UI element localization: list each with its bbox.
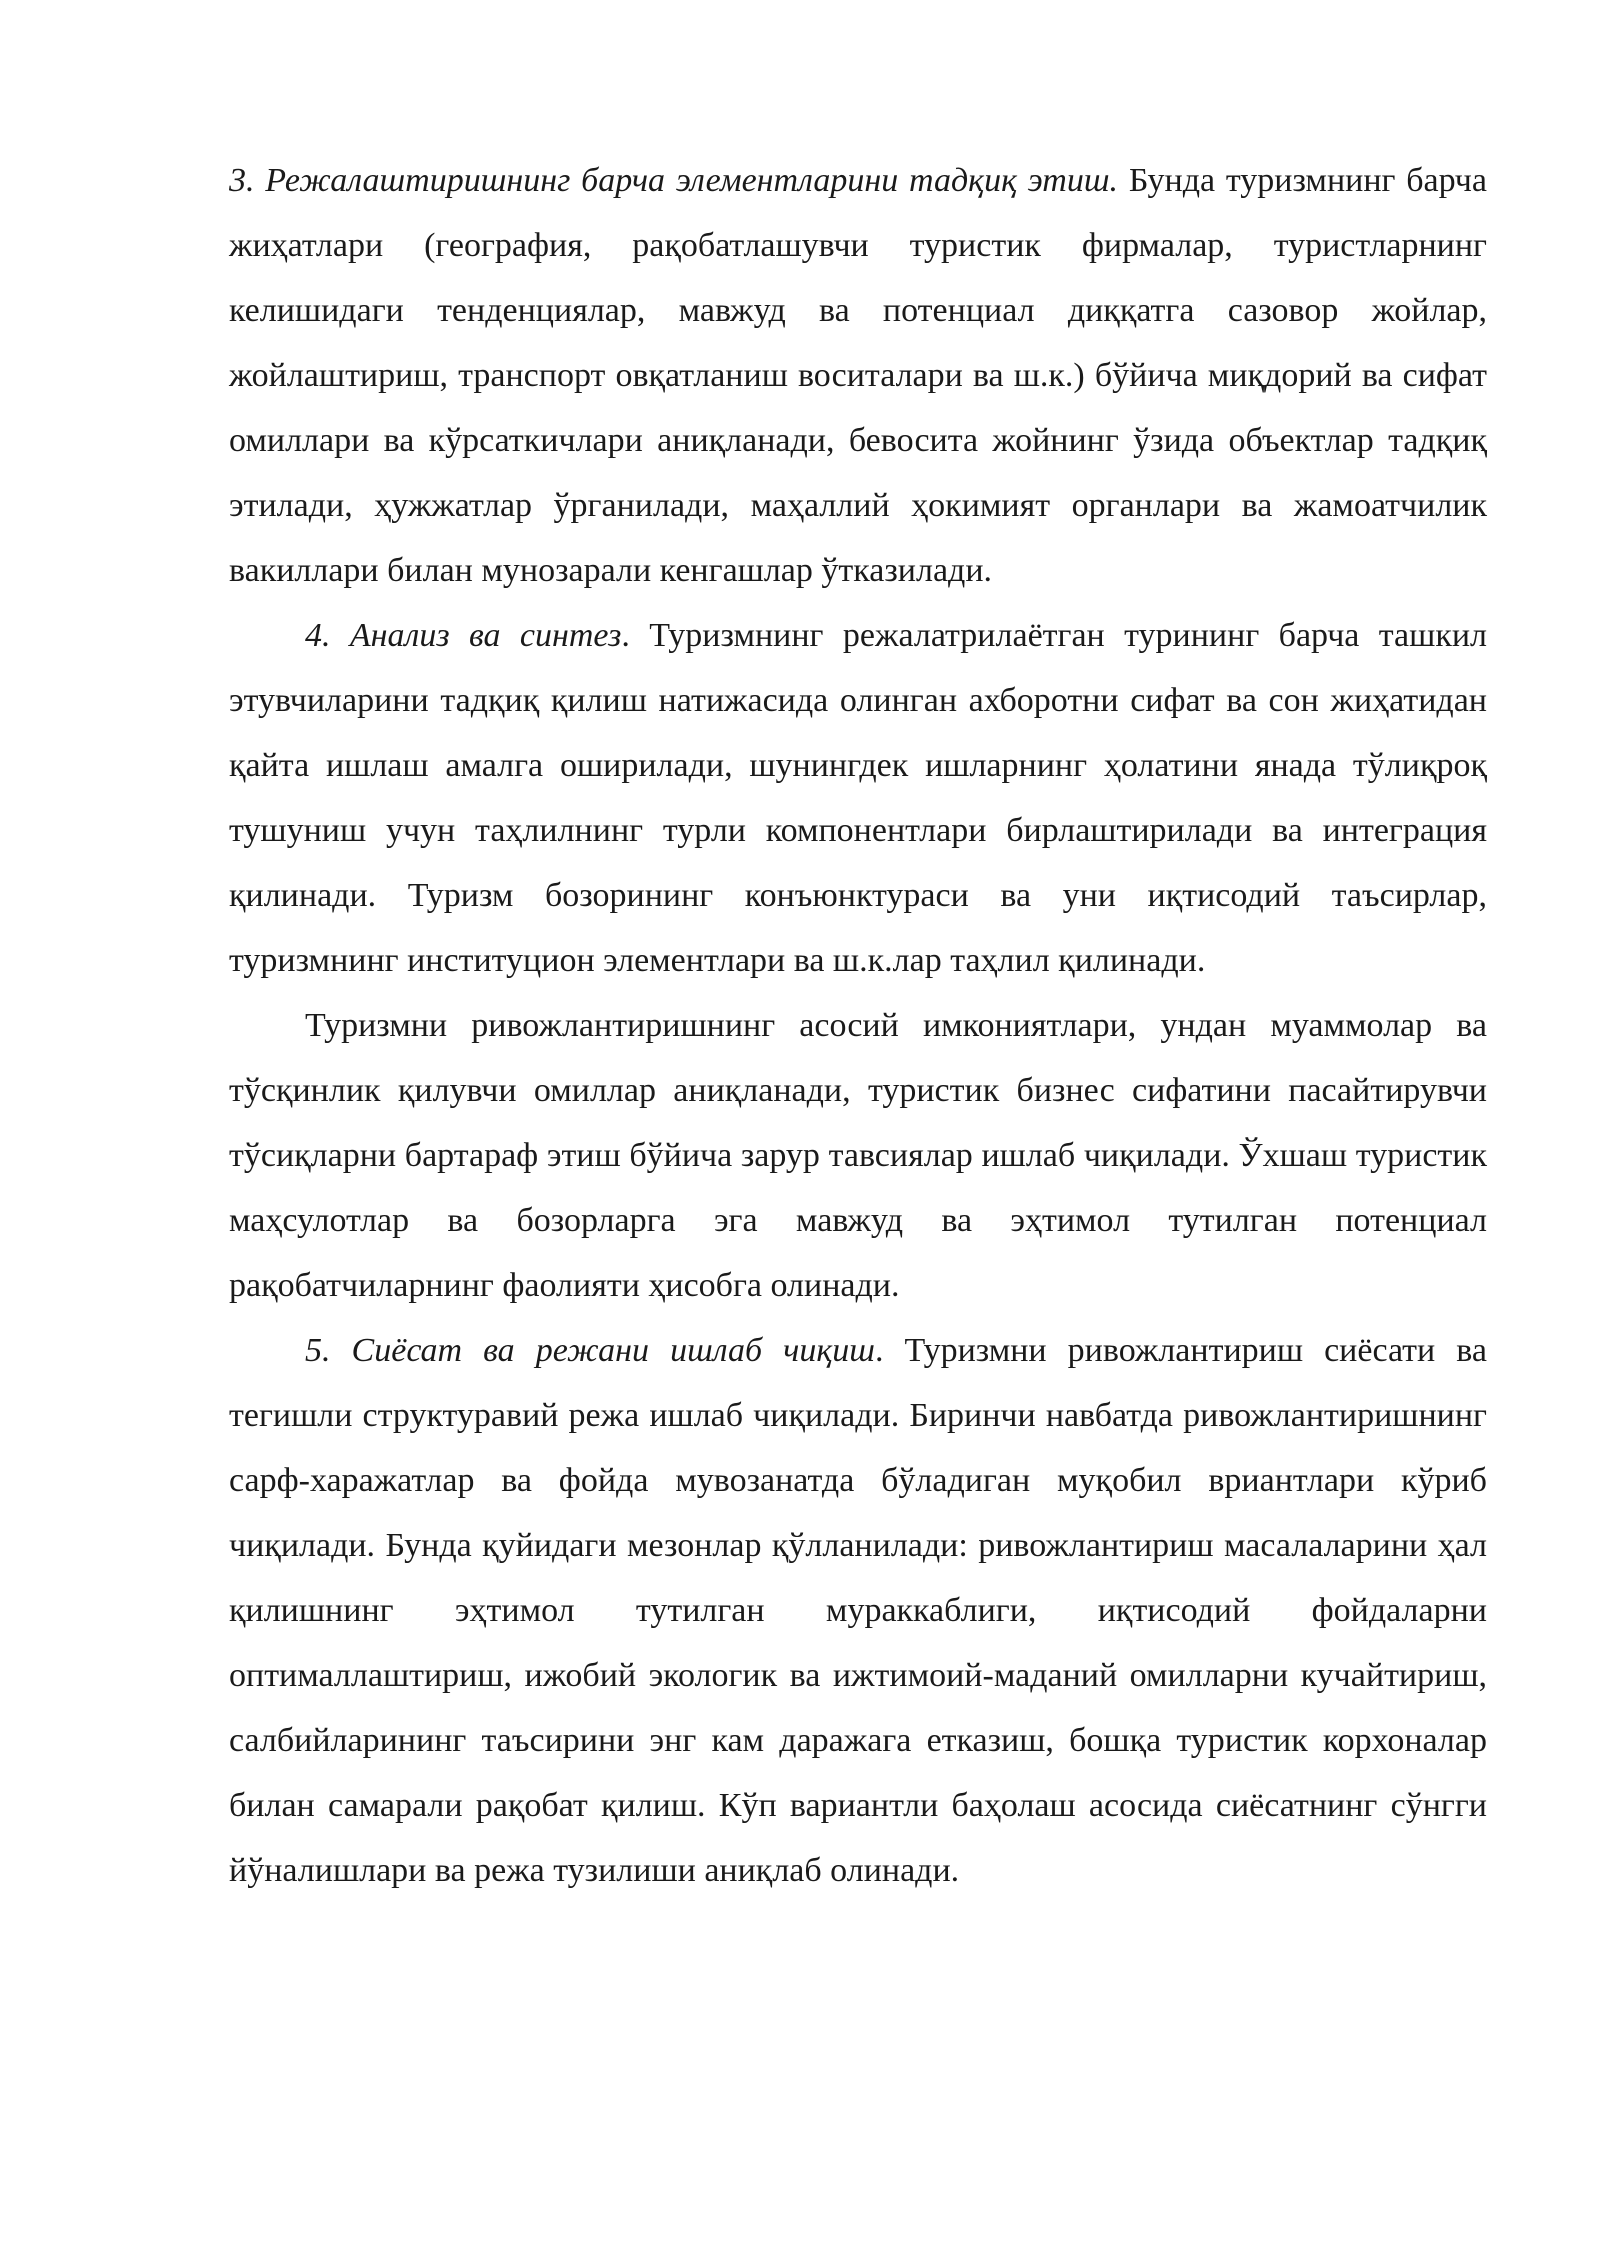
paragraph-3-research [229,148,1487,603]
paragraph-5-policy [229,1318,1487,1903]
paragraph-opportunities [229,993,1487,1318]
paragraph-3-heading: 3. Режалаштиришнинг барча элементларини тадқиқ этиш. [229,162,1119,199]
paragraph-5-text: . Туризмни ривожлантириш сиёсати ва тегишли структуравий режа ишлаб чиқилади. Биринчи навбатда ривожлантиришнинг сарф-харажатлар ва фойда мувозанатда бўладиган муқобил вриантлари кўриб чиқилади. Бунда қуйидаги мезонлар қўлланилади: ривожлантириш масалаларини ҳал қилишнинг эҳтимол тутилган мураккаблиги, иқтисодий фойдаларни оптималлаштириш, ижобий экологик ва ижтимоий-маданий омилларни кучайтириш, салбийларининг таъсирини энг кам даражага етказиш, бошқа туристик корхоналар билан самарали рақобат қилиш. Кўп вариантли баҳолаш асосида сиёсатнинг сўнгги йўналишлари ва режа тузилиши аниқлаб олинади. [229,1332,1487,1889]
paragraph-3-text: Бунда туризмнинг барча жиҳатлари (география, рақобатлашувчи туристик фирмалар, туристларнинг келишидаги тенденциялар, мавжуд ва потенциал диққатга сазовор жойлар, жойлаштириш, транспорт овқатланиш воситалари ва ш.к.) бўйича миқдорий ва сифат омиллари ва кўрсаткичлари аниқланади, бевосита жойнинг ўзида объектлар тадқиқ этилади, ҳужжатлар ўрганилади, маҳаллий ҳокимият органлари ва жамоатчилик вакиллари билан мунозарали кенгашлар ўтказилади. [229,162,1487,589]
paragraph-4-text: . Туризмнинг режалатрилаётган турининг барча ташкил этувчиларини тадқиқ қилиш натижасида олинган ахборотни сифат ва сон жиҳатидан қайта ишлаш амалга оширилади, шунингдек ишларнинг ҳолатини янада тўлиқроқ тушуниш учун таҳлилнинг турли компонентлари бирлаштирилади ва интеграция қилинади. Туризм бозорининг конъюнктураси ва уни иқтисодий таъсирлар, туризмнинг институцион элементлари ва ш.к.лар таҳлил қилинади. [229,617,1488,979]
document-body [229,148,1487,1903]
paragraph-opportunities-text: Туризмни ривожлантиришнинг асосий имкониятлари, ундан муаммолар ва тўсқинлик қилувчи омиллар аниқланади, туристик бизнес сифатини пасайтирувчи тўсиқларни бартараф этиш бўйича зарур тавсиялар ишлаб чиқилади. Ўхшаш туристик маҳсулотлар ва бозорларга эга мавжуд ва эҳтимол тутилган потенциал рақобатчиларнинг фаолияти ҳисобга олинади. [229,1007,1487,1304]
paragraph-5-heading: 5. Сиёсат ва режани ишлаб чиқиш [305,1332,875,1369]
paragraph-4-heading: 4. Анализ ва синтез [305,617,622,654]
paragraph-4-analysis [229,603,1487,993]
